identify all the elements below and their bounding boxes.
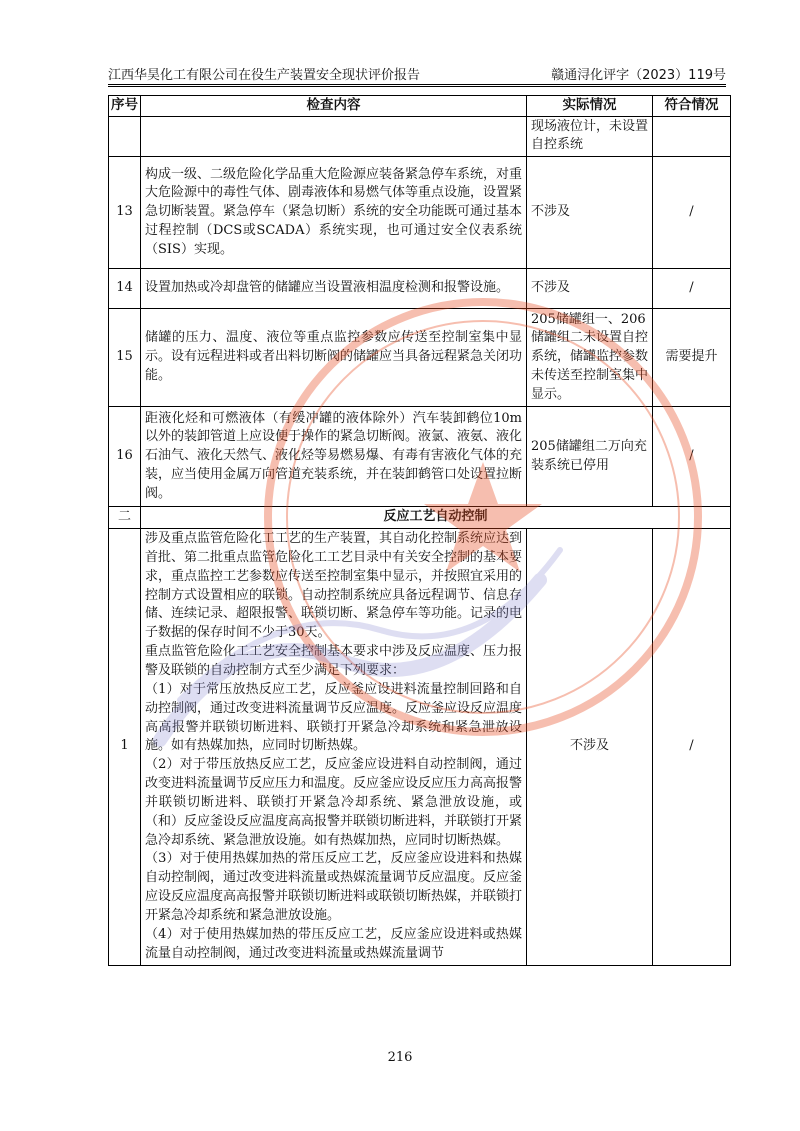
- report-title: 江西华昊化工有限公司在役生产装置安全现状评价报告: [108, 68, 421, 83]
- row-actual: 不涉及: [527, 269, 653, 309]
- section-title: 反应工艺自动控制: [141, 507, 731, 529]
- col-header-actual: 实际情况: [527, 96, 653, 117]
- row-number: 16: [109, 407, 141, 507]
- row-number: 14: [109, 269, 141, 309]
- row-status: /: [653, 157, 731, 269]
- content-paragraph: （2）对于带压放热反应工艺，反应釜应设进料自动控制阀，通过改变进料流量调节反应压力和温度。反应釜应设反应压力高高报警并联锁切断进料、联锁打开紧急冷却系统、紧急泄放设施，或（和）反应釜设反应温度高高报警并联锁切断进料，并联锁打开紧急冷却系统、紧急泄放设施。如有热媒加热，应同时切断热媒。: [145, 757, 523, 848]
- content-paragraph: （3）对于使用热媒加热的常压反应工艺，反应釜应设进料和热媒自动控制阀，通过改变进料流量或热媒流量调节反应温度。反应釜应设反应温度高高报警并联锁切断进料或联锁切断热媒，并联锁打开紧急冷却系统和紧急泄放设施。: [145, 851, 523, 923]
- content-paragraph: 涉及重点监管危险化工工艺的生产装置，其自动化控制系统应达到首批、第二批重点监管危险化工工艺目录中有关安全控制的基本要求，重点监控工艺参数应传送至控制室集中显示，并按照宜采用的控制方式设置相应的联锁。自动控制系统应具备远程调节、信息存储、连续记录、超限报警、联锁切断、紧急停车等功能。记录的电子数据的保存时间不少于30天。: [145, 531, 523, 641]
- row-actual: 不涉及: [527, 529, 653, 965]
- table-row: [109, 407, 731, 507]
- section-row: [109, 507, 731, 529]
- row-content: 构成一级、二级危险化学品重大危险源应装备紧急停车系统，对重大危险源中的毒性气体、剧毒液体和易燃气体等重点设施，设置紧急切断装置。紧急停车（紧急切断）系统的安全功能既可通过基本过程控制（DCS或SCADA）系统实现，也可通过安全仪表系统（SIS）实现。: [141, 157, 527, 269]
- row-content: 设置加热或冷却盘管的储罐应当设置液相温度检测和报警设施。: [141, 269, 527, 309]
- table-row: [109, 157, 731, 269]
- row-actual: 205储罐组一、206储罐组二未设置自控系统，储罐监控参数未传送至控制室集中显示。: [527, 309, 653, 407]
- section-number: 二: [109, 507, 141, 529]
- row-actual: 现场液位计，未设置自控系统: [527, 116, 653, 157]
- row-actual: 205储罐组二万向充装系统已停用: [527, 407, 653, 507]
- col-header-content: 检查内容: [141, 96, 527, 117]
- row-status: /: [653, 529, 731, 965]
- row-number: 1: [109, 529, 141, 965]
- row-number: [109, 116, 141, 157]
- table-row: [109, 529, 731, 965]
- row-content: 距液化烃和可燃液体（有缓冲罐的液体除外）汽车装卸鹤位10m以外的装卸管道上应设便于操作的紧急切断阀。液氯、液氨、液化石油气、液化天然气、液化烃等易燃易爆、有毒有害液化气体的充装，应当使用金属万向管道充装系统，并在装卸鹤管口处设置拉断阀。: [141, 407, 527, 507]
- row-status: /: [653, 269, 731, 309]
- col-header-no: 序号: [109, 96, 141, 117]
- page-header: [108, 64, 726, 85]
- header-rule: [108, 86, 726, 87]
- row-content: [141, 529, 527, 965]
- row-status: [653, 116, 731, 157]
- table-row: [109, 116, 731, 157]
- report-number: 赣通浔化评字（2023）119号: [551, 68, 726, 83]
- page-number: 216: [387, 1050, 413, 1065]
- inspection-table: [108, 95, 731, 966]
- table-header-row: [109, 96, 731, 117]
- table-row: [109, 269, 731, 309]
- row-actual: 不涉及: [527, 157, 653, 269]
- content-paragraph: （1）对于常压放热反应工艺，反应釜应设进料流量控制回路和自动控制阀，通过改变进料流量调节反应温度。反应釜应设反应温度高高报警并联锁切断进料、联锁打开紧急冷却系统和紧急泄放设施。如有热媒加热，应同时切断热媒。: [145, 681, 523, 754]
- col-header-status: 符合情况: [653, 96, 731, 117]
- content-paragraph: 重点监管危险化工工艺安全控制基本要求中涉及反应温度、压力报警及联锁的自动控制方式至少满足下列要求：: [145, 644, 523, 678]
- row-number: 13: [109, 157, 141, 269]
- row-status: 需要提升: [653, 309, 731, 407]
- row-status: /: [653, 407, 731, 507]
- row-number: 15: [109, 309, 141, 407]
- row-content: [141, 116, 527, 157]
- content-paragraph: （4）对于使用热媒加热的带压反应工艺，反应釜应设进料或热媒流量自动控制阀，通过改变进料流量或热媒流量调节: [145, 926, 522, 961]
- table-row: [109, 309, 731, 407]
- row-content: 储罐的压力、温度、液位等重点监控参数应传送至控制室集中显示。设有远程进料或者出料切断阀的储罐应当具备远程紧急关闭功能。: [141, 309, 527, 407]
